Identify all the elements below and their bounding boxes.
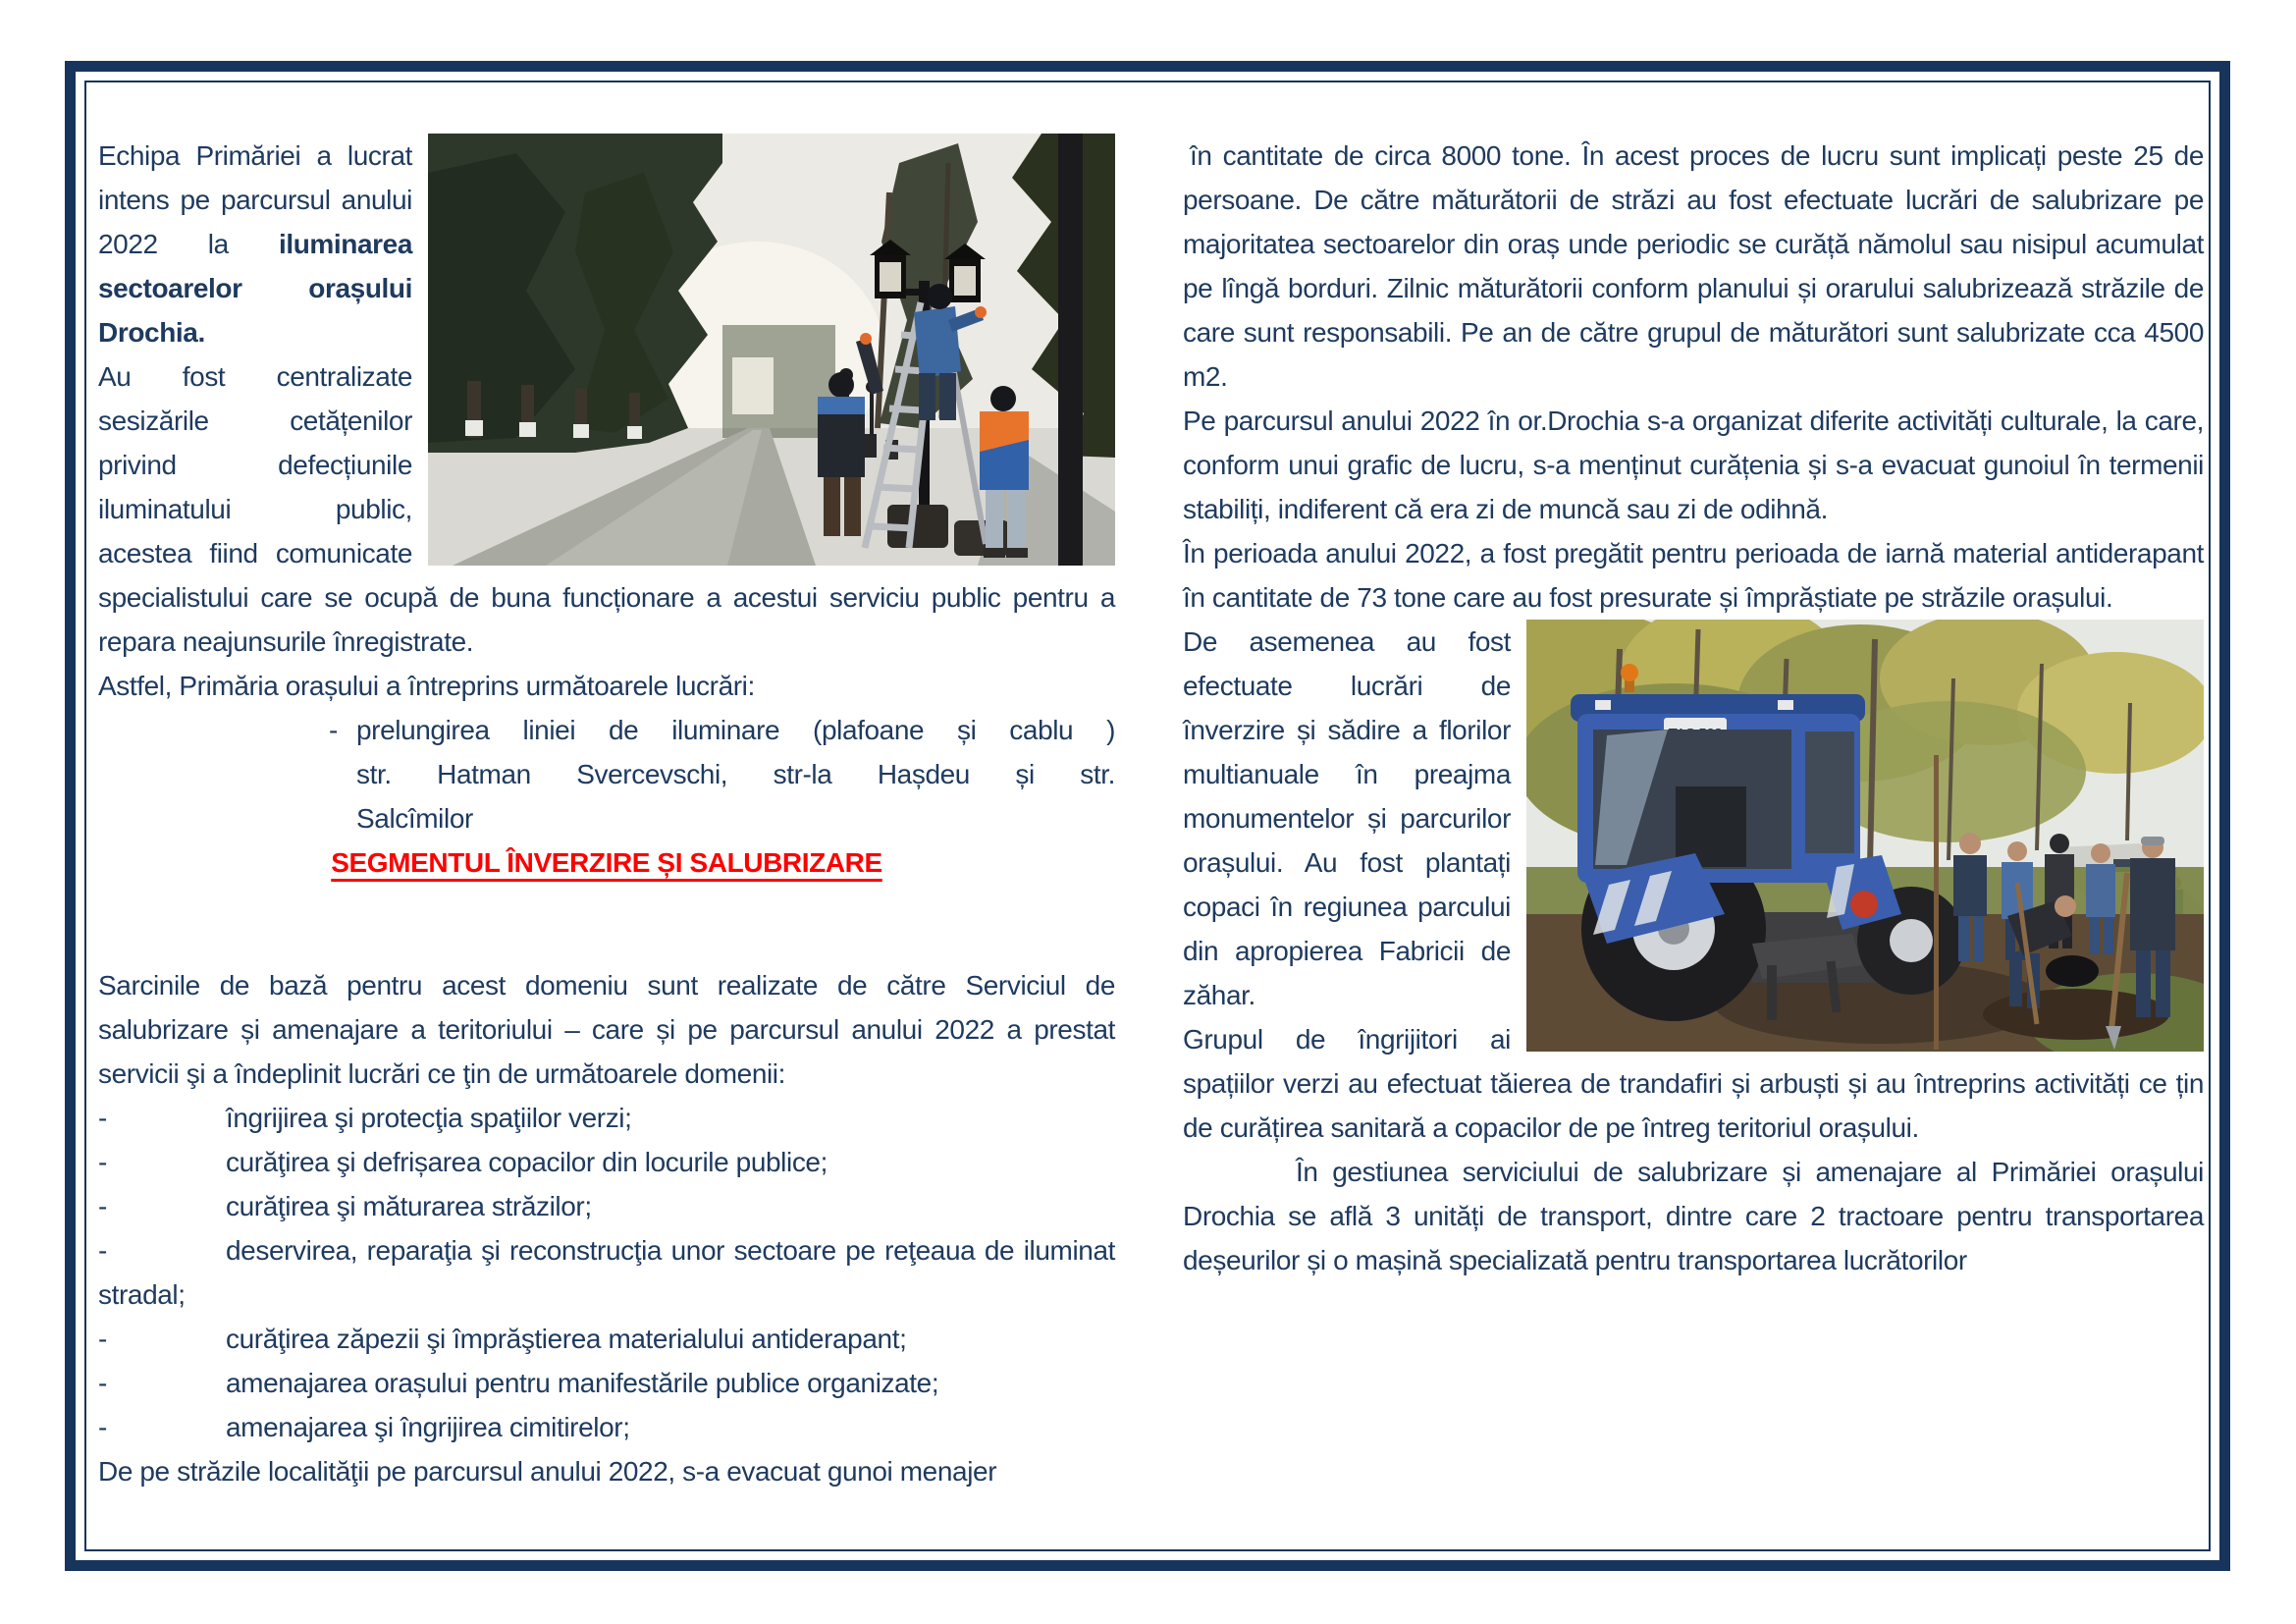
paragraph-antiderapant xyxy=(1183,531,2204,620)
list-item-text: curăţirea zăpezii şi împrăştierea materialului antiderapant; xyxy=(226,1324,907,1354)
sapling-stake xyxy=(1934,755,1939,1050)
list-item xyxy=(98,1140,1115,1184)
list-item xyxy=(98,1096,1115,1140)
list-item xyxy=(98,1317,1115,1361)
list-dash: - xyxy=(98,1412,107,1442)
paragraph-evacuat: De pe străzile localităţii pe parcursul anului 2022, s-a evacuat gunoi menajer xyxy=(98,1456,997,1487)
list-item-text: curăţirea şi defrișarea copacilor din locurile publice; xyxy=(226,1147,828,1177)
bullet-line: str. Hatman Svercevschi, str-la Hașdeu și str. xyxy=(356,759,1115,789)
section-heading-text: SEGMENTUL ÎNVERZIRE ȘI SALUBRIZARE xyxy=(331,847,882,878)
tree-planting-photo xyxy=(1526,620,2204,1052)
paragraph-lucrari-intro: Astfel, Primăria orașului a întreprins următoarele lucrări: xyxy=(98,671,755,701)
paragraph-sesizari: Au fost centralizate sesizările cetățenilor privind defecțiunile iluminatului public, acestea fiind comunicate specialistului care se ocupă de buna funcționare a acestui serviciu public pentru a repara neajunsurile înregistrate. xyxy=(98,361,1115,657)
paragraph-sarcinile: Sarcinile de bază pentru acest domeniu sunt realizate de către Serviciul de salubrizare și amenajare a teritoriului – care și pe parcursul anului 2022 a prestat servicii şi a îndeplinit lucrări ce ţin de următoarele domenii: xyxy=(98,970,1115,1089)
list-item xyxy=(98,1405,1115,1449)
paragraph-transport: În gestiunea serviciului de salubrizare și amenajare al Primăriei orașului Drochia se află 3 unități de transport, dintre care 2 tractoare pentru transportarea deșeurilor și o mașină specializată pentru transportarea lucrătorilor xyxy=(1183,1157,2204,1275)
list-dash: - xyxy=(98,1368,107,1398)
list-dash: - xyxy=(98,1191,107,1221)
list-item-text: amenajarea orașului pentru manifestările publice organizate; xyxy=(226,1368,939,1398)
paragraph-cantitate: în cantitate de circa 8000 tone. În acest proces de lucru sunt implicați peste 25 de persoane. De către măturătorii de străzi au fost efectuate lucrări de salubrizare pe majoritatea sectoarelor din oraș unde periodic se curăță nămolul sau nisipul acumulat pe lîngă borduri. Zilnic măturătorii conform planului și orarului salubrizează străzile de care sunt responsabili. Pe an de către grupul de măturători sunt salubrizate cca 4500 m2. xyxy=(1183,140,2204,392)
antiderapant-text-end: străzile orașului. xyxy=(1921,582,2113,613)
list-item-text: curăţirea şi măturarea străzilor; xyxy=(226,1191,592,1221)
blank-line xyxy=(98,885,1115,963)
winter-park-photo xyxy=(428,134,1115,566)
list-item-text: îngrijirea şi protecţia spaţiilor verzi; xyxy=(226,1103,632,1133)
right-column xyxy=(1183,134,2204,1282)
paragraph-intro xyxy=(98,134,1115,354)
bullet-prelungirea xyxy=(98,708,1115,840)
paragraph-inverzire xyxy=(1183,620,2204,1017)
intro-text-bold: iluminarea sectoarelor orașului Drochia. xyxy=(98,229,412,348)
antiderapant-text: În perioada anului 2022, a fost pregătit pentru perioada de iarnă material antiderapant în cantitate de 73 tone care au fost presurate și împrăștiate pe xyxy=(1183,538,2204,613)
fender-logo xyxy=(1850,891,1878,918)
paragraph-trandafiri: Grupul de îngrijitori ai spațiilor verzi au efectuat tăierea de trandafiri și arbuști și au întreprins activități ce țin de curățirea sanitară a copacilor de pe întreg teritoriul orașului. xyxy=(1183,1024,2204,1143)
left-column xyxy=(98,134,1115,1493)
list-dash: - xyxy=(98,1103,107,1133)
list-item xyxy=(98,1228,1115,1317)
list-item-text: amenajarea şi îngrijirea cimitirelor; xyxy=(226,1412,630,1442)
list-item xyxy=(98,1184,1115,1228)
list-item xyxy=(98,1361,1115,1405)
bullet-line: Salcîmilor xyxy=(356,803,473,834)
list-dash: - xyxy=(98,1147,107,1177)
paragraph-activitati: Pe parcursul anului 2022 în or.Drochia s-a organizat diferite activități culturale, la care, conform unui grafic de lucru, s-a menținut curățenia și s-a evacuat gunoiul în termenii stabiliți, indiferent că era zi de muncă sau zi de odihnă. xyxy=(1183,406,2204,524)
black-planter xyxy=(2046,955,2099,987)
beacon-light xyxy=(1621,664,1638,681)
list-dash: - xyxy=(98,1235,107,1266)
inverzire-text: De asemenea au fost efectuate lucrări de înverzire și sădire a florilor multianuale în preajma monumentelor și parcurilor orașului. Au fost plantați copaci în regiunea parcului din apropierea Fabricii de zăhar. xyxy=(1183,626,1511,1010)
list-dash: - xyxy=(98,1324,107,1354)
intro-text: Echipa Primăriei a lucrat intens pe parcursul anului 2022 la xyxy=(98,140,412,259)
list-item-text: deservirea, reparaţia şi reconstrucţia unor sectoare pe reţeaua de iluminat stradal; xyxy=(98,1235,1115,1310)
bullet-line: prelungirea liniei de iluminare (plafoane și cablu ) xyxy=(356,715,1115,745)
bullet-dash: - xyxy=(329,715,338,745)
section-heading xyxy=(98,840,1115,885)
foreground-pole xyxy=(1058,134,1083,566)
